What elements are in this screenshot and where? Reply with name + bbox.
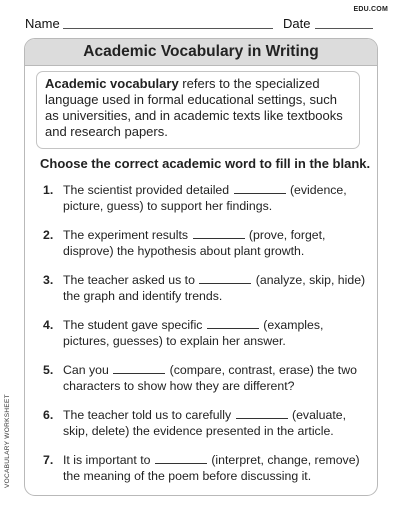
definition-term: Academic vocabulary [45,76,179,91]
question-text-after: (evidence, picture, guess) to support her findings. [63,183,347,213]
title-bar [25,39,377,66]
question-text-before: The scientist provided detailed [63,183,230,197]
question-number: 4. [43,318,54,332]
date-label: Date [283,16,311,31]
question-number: 1. [43,183,54,197]
name-date-header [25,16,373,32]
question-text-after: (interpret, change, remove) the meaning of the poem before discussing it. [63,453,360,483]
question-text [63,227,369,259]
instruction-text: Choose the correct academic word to fill in the blank. [40,156,371,171]
definition-box [36,71,360,149]
question-text-after: (examples, pictures, guesses) to explain her answer. [63,318,324,348]
page-title: Academic Vocabulary in Writing [83,43,319,60]
question-text-before: The student gave specific [63,318,203,332]
name-label: Name [25,16,60,31]
question-number: 2. [43,228,54,242]
question-text-before: The teacher told us to carefully [63,408,232,422]
question-text [63,407,369,439]
question-text-before: The experiment results [63,228,189,242]
question-text-after: (compare, contrast, erase) the two characters to show how they are different? [63,363,357,393]
worksheet-side-label: VOCABULARY WORKSHEET [4,394,11,488]
answer-blank[interactable] [155,452,207,464]
question-text-before: It is important to [63,453,151,467]
question-text-before: The teacher asked us to [63,273,195,287]
question-text [63,272,369,304]
date-field[interactable] [315,28,373,29]
question-text [63,182,369,214]
question-text-after: (analyze, skip, hide) the graph and identify trends. [63,273,366,303]
question-number: 7. [43,453,54,467]
answer-blank[interactable] [236,407,288,419]
question-text [63,362,369,394]
question-number: 3. [43,273,54,287]
worksheet-card [24,38,378,496]
question-text-after: (evaluate, skip, delete) the evidence presented in the article. [63,408,347,438]
name-field[interactable] [63,28,273,29]
question-text [63,452,369,484]
question-text-after: (prove, forget, disprove) the hypothesis about plant growth. [63,228,326,258]
answer-blank[interactable] [113,362,165,374]
answer-blank[interactable] [199,272,251,284]
question-number: 5. [43,363,54,377]
answer-blank[interactable] [207,317,259,329]
answer-blank[interactable] [193,227,245,239]
definition-text: refers to the specialized language used in formal educational settings, such as universities, and in academic texts like textbooks and research papers. [45,76,343,139]
question-text [63,317,369,349]
answer-blank[interactable] [234,182,286,194]
brand-logo: EDU.COM [353,6,388,13]
question-text-before: Can you [63,363,109,377]
question-number: 6. [43,408,54,422]
